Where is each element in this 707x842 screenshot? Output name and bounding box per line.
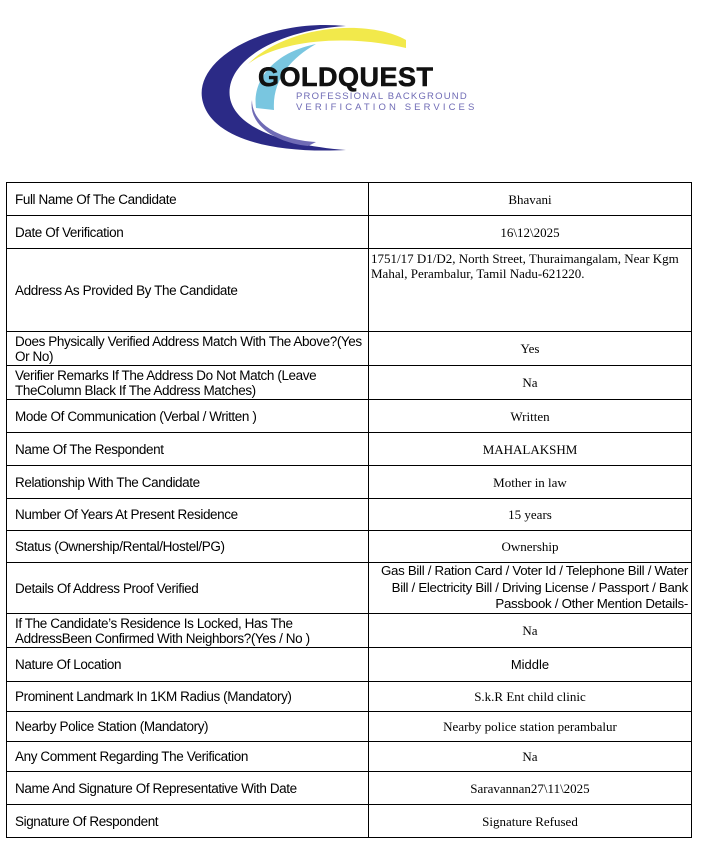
goldquest-logo: [196, 18, 506, 156]
field-label: Name Of The Respondent: [7, 433, 369, 466]
logo-tagline-2: VERIFICATION SERVICES: [296, 102, 478, 113]
table-row: [7, 499, 692, 531]
field-label: Address As Provided By The Candidate: [7, 249, 369, 332]
field-value: S.k.R Ent child clinic: [369, 682, 692, 712]
field-label: Details Of Address Proof Verified: [7, 563, 369, 614]
table-row: [7, 614, 692, 648]
field-value: Nearby police station perambalur: [369, 712, 692, 742]
field-value: Na: [369, 742, 692, 772]
field-value: Written: [369, 400, 692, 433]
table-row: [7, 531, 692, 563]
logo-brand-text: GOLDQUEST: [258, 62, 434, 92]
table-row: [7, 805, 692, 838]
logo-tagline-1: PROFESSIONAL BACKGROUND: [296, 91, 468, 102]
table-row: [7, 332, 692, 366]
field-label: Full Name Of The Candidate: [7, 183, 369, 216]
field-value: Ownership: [369, 531, 692, 563]
field-label: Signature Of Respondent: [7, 805, 369, 838]
field-label: Status (Ownership/Rental/Hostel/PG): [7, 531, 369, 563]
field-value: Mother in law: [369, 466, 692, 499]
field-value: Middle: [369, 648, 692, 682]
field-label: Relationship With The Candidate: [7, 466, 369, 499]
field-label: Any Comment Regarding The Verification: [7, 742, 369, 772]
table-row: [7, 183, 692, 216]
table-row: [7, 433, 692, 466]
table-row: [7, 563, 692, 614]
table-row: [7, 712, 692, 742]
field-label: Nearby Police Station (Mandatory): [7, 712, 369, 742]
field-label: Verifier Remarks If The Address Do Not Match (Leave TheColumn Black If The Address Matches): [7, 366, 369, 400]
field-value: Gas Bill / Ration Card / Voter Id / Telephone Bill / Water Bill / Electricity Bill / Driving License / Passport / Bank Passbook / Other Mention Details-: [369, 563, 692, 614]
field-label: Does Physically Verified Address Match With The Above?(Yes Or No): [7, 332, 369, 366]
table-row: [7, 648, 692, 682]
table-row: [7, 249, 692, 332]
field-value: MAHALAKSHM: [369, 433, 692, 466]
field-label: Prominent Landmark In 1KM Radius (Mandatory): [7, 682, 369, 712]
field-value: 15 years: [369, 499, 692, 531]
field-label: Number Of Years At Present Residence: [7, 499, 369, 531]
field-value: 16\12\2025: [369, 216, 692, 249]
field-value: Yes: [369, 332, 692, 366]
field-value: 1751/17 D1/D2, North Street, Thuraimangalam, Near Kgm Mahal, Perambalur, Tamil Nadu-621220.: [369, 249, 692, 332]
field-label: Mode Of Communication (Verbal / Written ): [7, 400, 369, 433]
field-value: Na: [369, 366, 692, 400]
table-row: [7, 466, 692, 499]
table-row: [7, 400, 692, 433]
field-value: Bhavani: [369, 183, 692, 216]
field-value: Signature Refused: [369, 805, 692, 838]
field-value: Na: [369, 614, 692, 648]
table-row: [7, 772, 692, 805]
table-row: [7, 216, 692, 249]
field-label: Date Of Verification: [7, 216, 369, 249]
field-label: Nature Of Location: [7, 648, 369, 682]
address-verification-table: [6, 182, 692, 838]
field-label: If The Candidate’s Residence Is Locked, Has The AddressBeen Confirmed With Neighbors?(Yes / No ): [7, 614, 369, 648]
field-value: Saravannan27\11\2025: [369, 772, 692, 805]
table-row: [7, 682, 692, 712]
table-row: [7, 742, 692, 772]
table-row: [7, 366, 692, 400]
field-label: Name And Signature Of Representative With Date: [7, 772, 369, 805]
